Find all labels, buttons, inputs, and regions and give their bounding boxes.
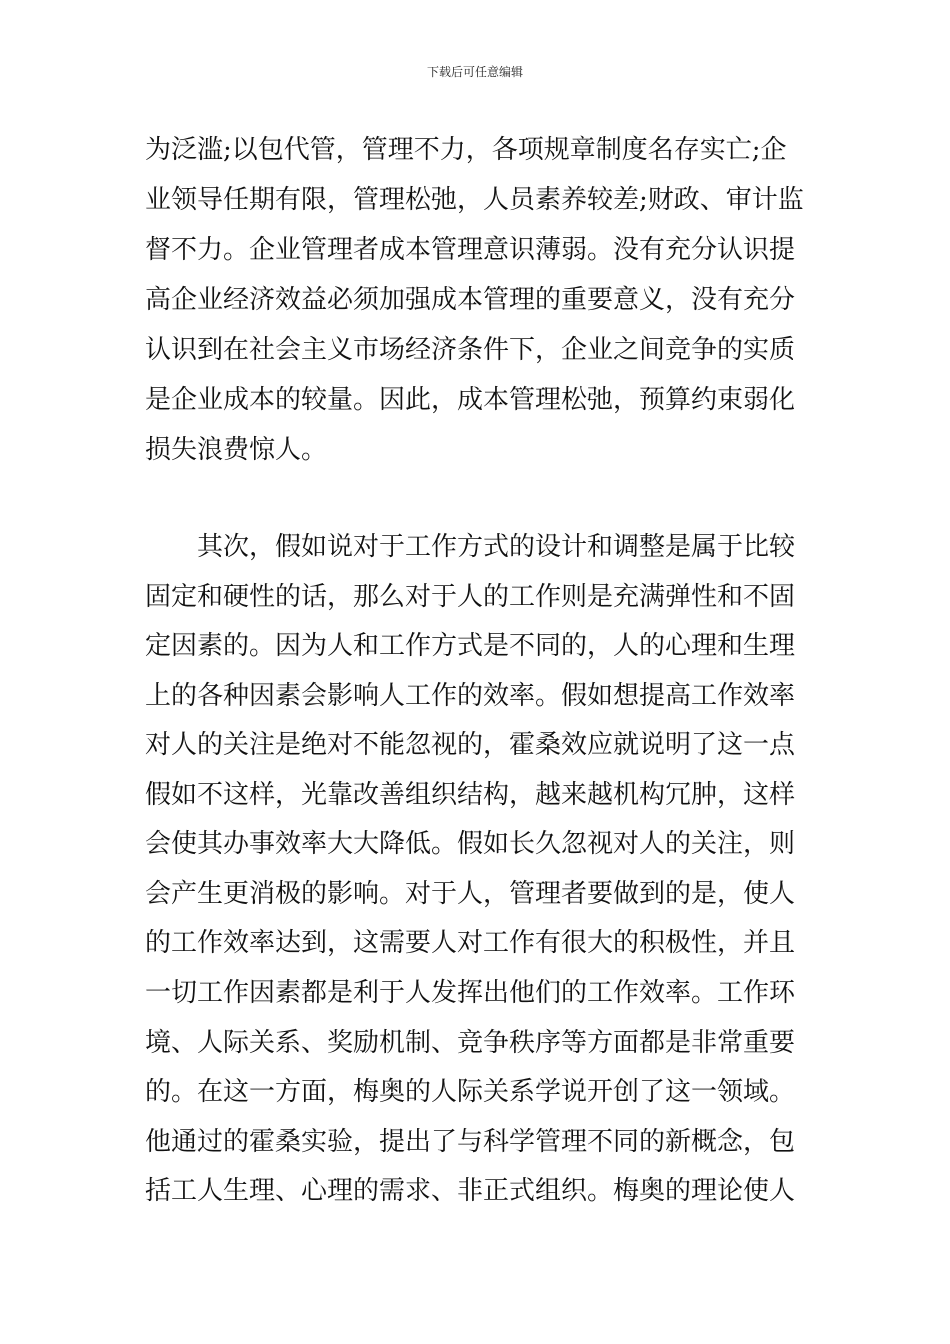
text-line: 固定和硬性的话，那么对于人的工作则是充满弹性和不固 [145,582,796,612]
text-line-indented: 其次，假如说对于工作方式的设计和调整是属于比较 [197,532,796,562]
text-line: 会产生更消极的影响。对于人，管理者要做到的是，使人 [145,879,796,909]
text-line: 一切工作因素都是利于人发挥出他们的工作效率。工作环 [145,978,796,1008]
text-line: 的工作效率达到，这需要人对工作有很大的积极性，并且 [145,928,796,958]
text-line: 他通过的霍桑实验，提出了与科学管理不同的新概念，包 [145,1127,796,1157]
text-line: 高企业经济效益必须加强成本管理的重要意义，没有充分 [145,285,796,315]
text-line: 括工人生理、心理的需求、非正式组织。梅奥的理论使人 [145,1176,796,1206]
text-line: 认识到在社会主义市场经济条件下，企业之间竞争的实质 [145,335,796,365]
text-line: 为泛滥;以包代管，管理不力，各项规章制度名存实亡;企 [145,135,787,165]
text-line: 定因素的。因为人和工作方式是不同的，人的心理和生理 [145,631,796,661]
text-line: 损失浪费惊人。 [145,435,328,465]
text-line: 业领导任期有限，管理松弛，人员素养较差;财政、审计监 [145,185,804,215]
text-line: 假如不这样，光靠改善组织结构，越来越机构冗肿，这样 [145,780,796,810]
text-line: 督不力。企业管理者成本管理意识薄弱。没有充分认识提 [145,235,796,265]
text-line: 的。在这一方面，梅奥的人际关系学说开创了这一领域。 [145,1077,796,1107]
text-line: 境、人际关系、奖励机制、竞争秩序等方面都是非常重要 [145,1028,796,1058]
text-line: 会使其办事效率大大降低。假如长久忽视对人的关注，则 [145,829,796,859]
text-line: 是企业成本的较量。因此，成本管理松弛，预算约束弱化 [145,385,796,415]
text-line: 对人的关注是绝对不能忽视的，霍桑效应就说明了这一点 [145,730,796,760]
page-header: 下载后可任意编辑 [426,65,523,79]
text-line: 上的各种因素会影响人工作的效率。假如想提高工作效率 [145,681,796,711]
